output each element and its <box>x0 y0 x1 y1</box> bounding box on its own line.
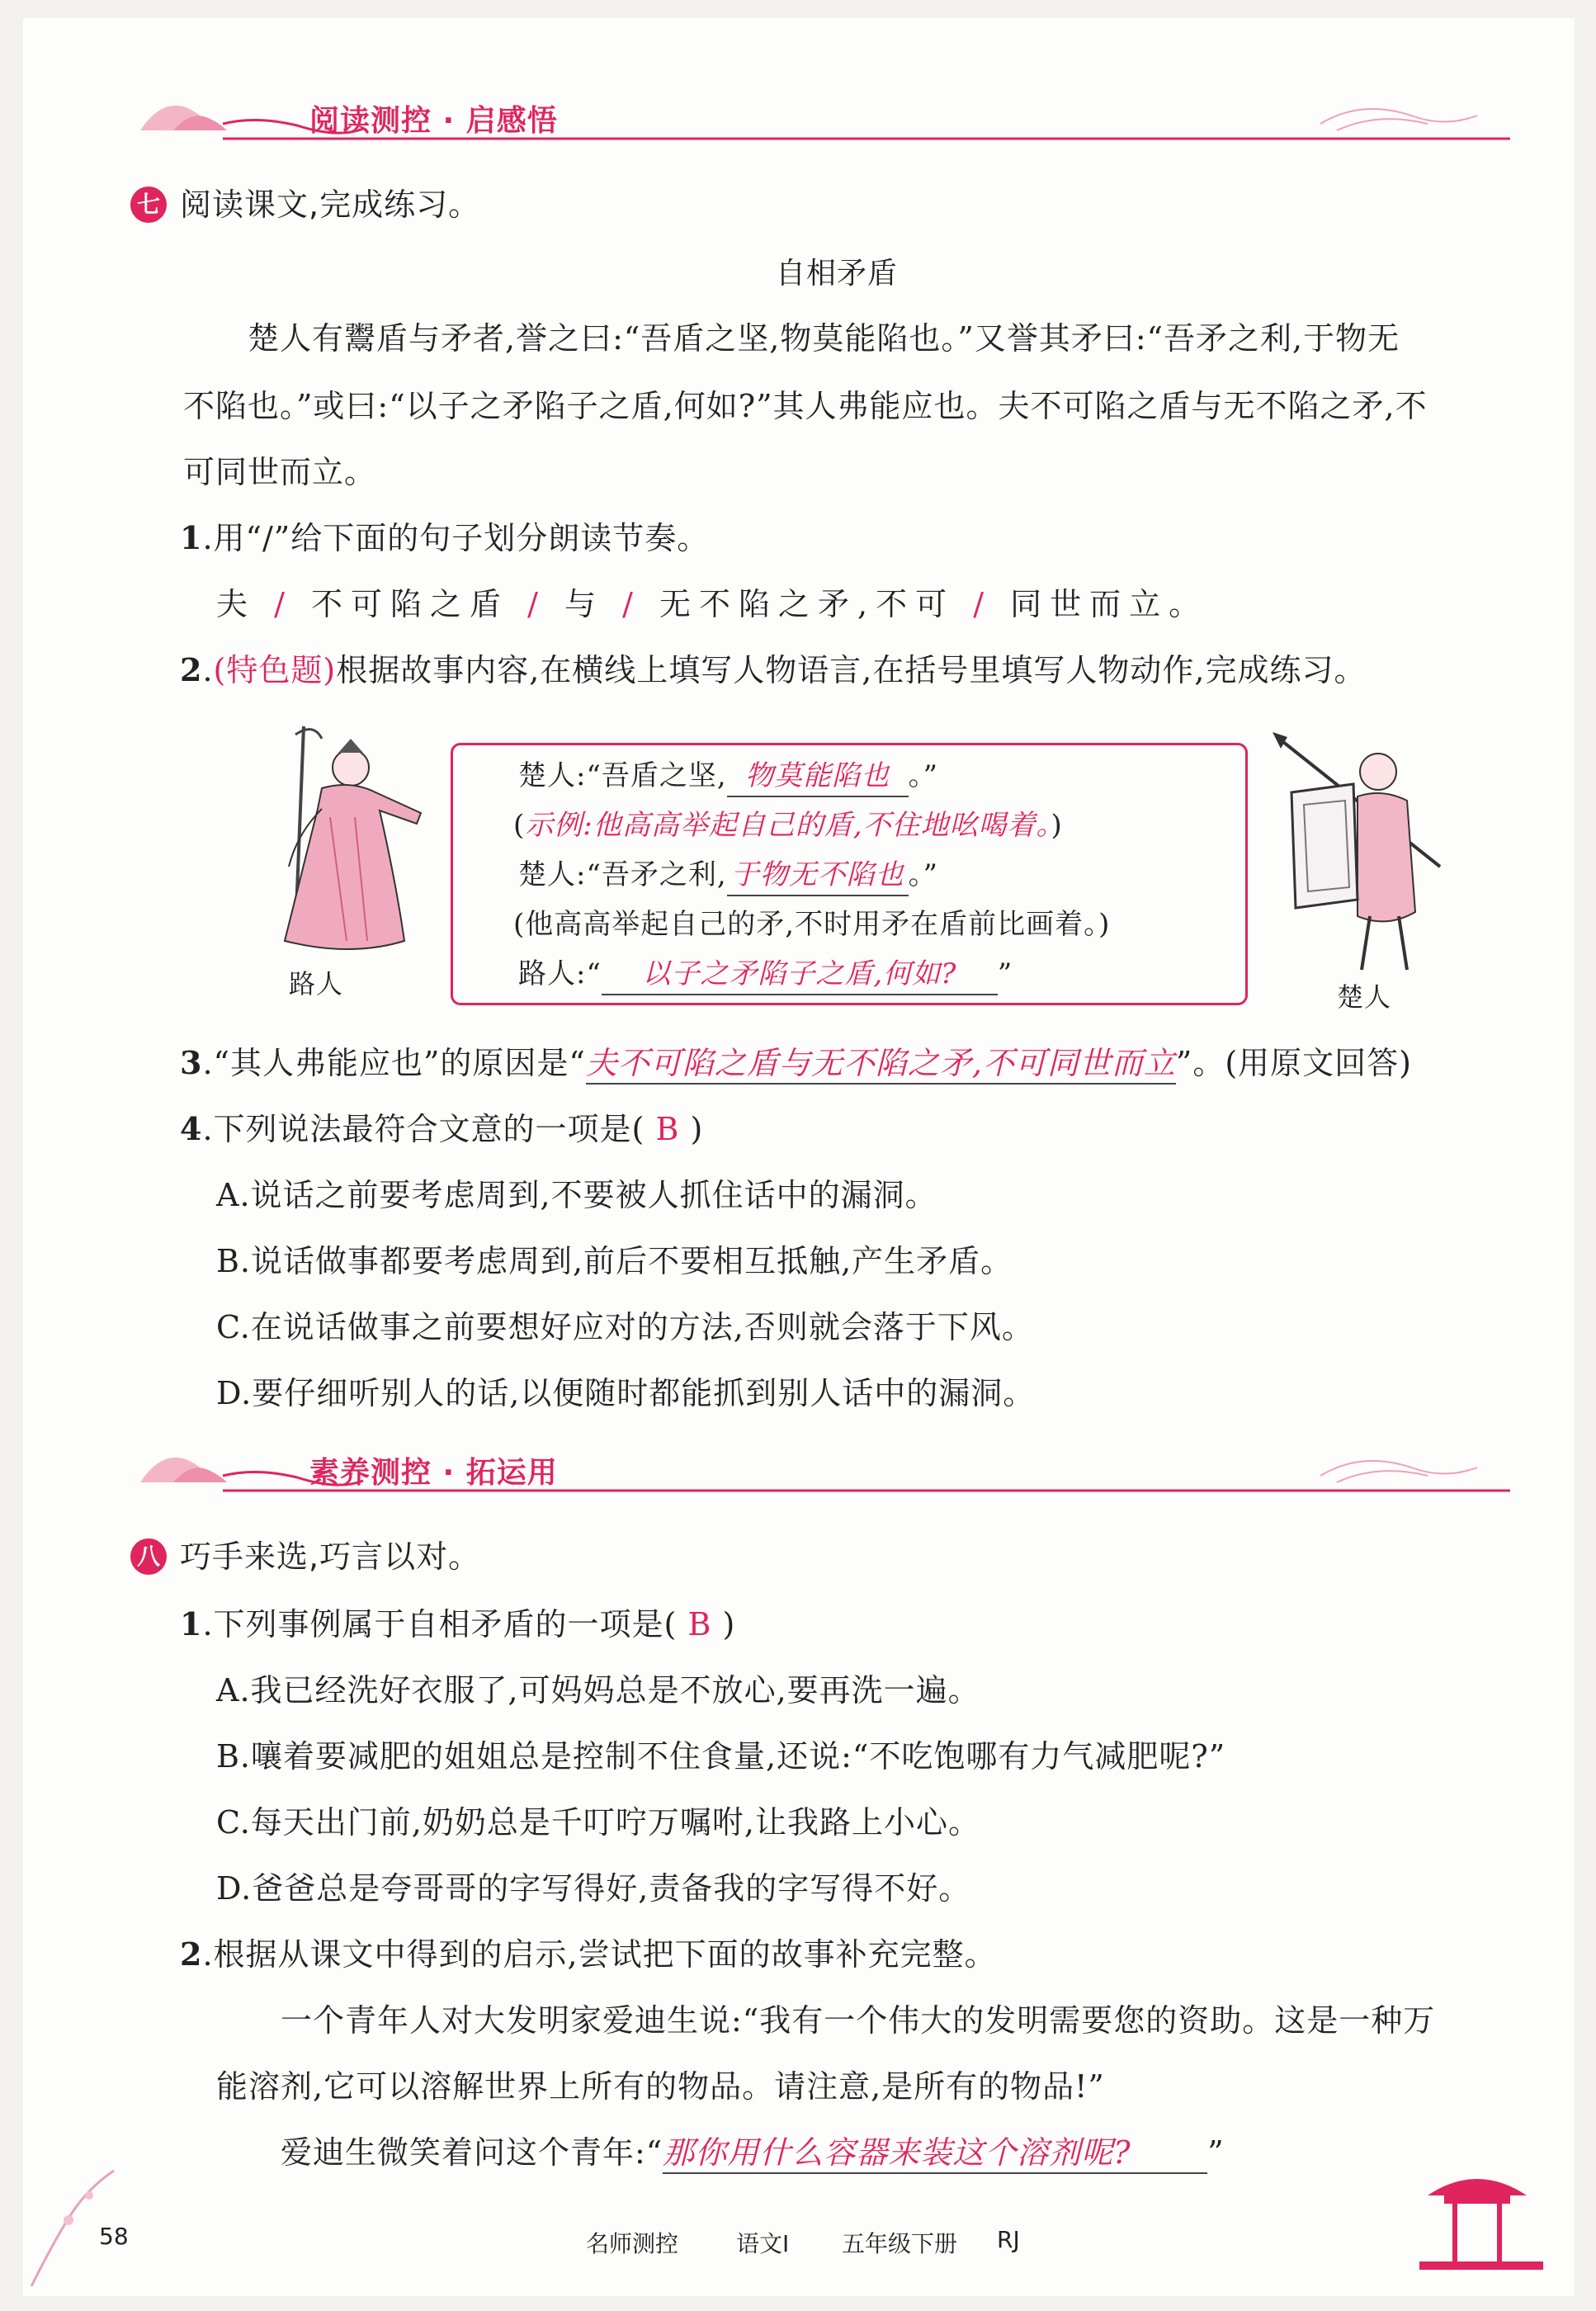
rhythm-slash: / <box>274 586 293 622</box>
question-number: 1 <box>180 519 203 556</box>
question-text: ) <box>690 1111 704 1147</box>
question-number: 1 <box>180 1605 203 1642</box>
footer-book: 名师测控 <box>586 2230 679 2257</box>
option-item: B.说话做事都要考虑周到,前后不要相互抵触,产生矛盾。 <box>216 1243 1013 1279</box>
dialogue-text: ” <box>997 957 1013 990</box>
answer-blank: 于物无不陷也 <box>727 855 909 896</box>
question-1 <box>180 1604 735 1644</box>
question-3 <box>180 1043 1412 1085</box>
question-text: .下列说法最符合文意的一项是( <box>202 1111 645 1147</box>
chu-man-illustration <box>1263 722 1452 995</box>
question-number: 4 <box>180 1110 203 1147</box>
question-text: .下列事例属于自相矛盾的一项是( <box>202 1606 678 1642</box>
question-text: .用“/”给下面的句子划分朗读节奏。 <box>202 520 710 556</box>
question-1 <box>180 518 709 558</box>
dialogue-text: “ <box>586 957 602 990</box>
action-answer: 示例:他高高举起自己的盾,不住地吆喝着。 <box>525 809 1051 842</box>
dialogue-line <box>518 954 1013 995</box>
rhythm-answer <box>216 584 1208 624</box>
rhythm-segment: 同世而立。 <box>1010 586 1209 622</box>
bracket: ( <box>513 809 526 842</box>
speaker-label: 楚人: <box>518 759 587 792</box>
choice-answer: B <box>687 1606 712 1642</box>
passage-line: 可同世而立。 <box>183 454 377 490</box>
passage-title: 自相矛盾 <box>776 257 899 291</box>
question-number: 2 <box>180 1935 203 1973</box>
option-item: B.嚷着要减肥的姐姐总是控制不住食量,还说:“不吃饱哪有力气减肥呢?” <box>216 1738 1226 1775</box>
dialogue-text: 。” <box>908 858 939 891</box>
dialogue-line: (他高高举起自己的矛,不时用矛在盾前比画着。) <box>513 908 1111 941</box>
option-item: C.每天出门前,奶奶总是千叮咛万嘱咐,让我路上小心。 <box>216 1804 980 1841</box>
section-banner-title: 素养测控 · 拓运用 <box>309 1456 558 1490</box>
rhythm-slash: / <box>973 586 993 622</box>
passage-line: 不陷也。”或曰:“以子之矛陷子之盾,何如?”其人弗能应也。夫不可陷之盾与无不陷之矛,不 <box>183 388 1428 424</box>
section-instruction: 阅读课文,完成练习。 <box>180 187 481 223</box>
question-text: 根据故事内容,在横线上填写人物语言,在括号里填写人物动作,完成练习。 <box>336 652 1367 688</box>
figure-caption-passerby: 路人 <box>289 968 344 1000</box>
option-item: A.说话之前要考虑周到,不要被人抓住话中的漏洞。 <box>216 1177 937 1213</box>
special-question-tag: (特色题) <box>213 652 337 688</box>
rhythm-segment: 夫 <box>216 586 257 622</box>
option-item: A.我已经洗好衣服了,可妈妈总是不放心,要再洗一遍。 <box>216 1672 980 1708</box>
footer-edition: RJ <box>997 2226 1020 2253</box>
dialogue-line <box>518 855 938 896</box>
section-banner-reading <box>124 91 1510 140</box>
rhythm-segment: 与 <box>564 586 605 622</box>
section-banner-practice <box>124 1443 1510 1492</box>
option-item: D.爸爸总是夸哥哥的字写得好,责备我的字写得不好。 <box>216 1870 971 1907</box>
rhythm-slash: / <box>622 586 641 622</box>
bracket: ) <box>1051 809 1063 842</box>
story-text: ” <box>1207 2134 1225 2171</box>
figure-caption-chu-man: 楚人 <box>1337 981 1392 1013</box>
section-number-badge: 七 <box>130 187 167 223</box>
dialogue-text: “吾矛之利, <box>586 858 727 891</box>
answer-blank: 夫不可陷之盾与无不陷之矛,不可同世而立 <box>586 1043 1176 1085</box>
question-text: ”。(用原文回答) <box>1175 1045 1412 1081</box>
question-2: 2.(特色题)根据故事内容,在横线上填写人物语言,在括号里填写人物动作,完成练习。 <box>180 651 1367 688</box>
story-line: 能溶剂,它可以溶解世界上所有的物品。请注意,是所有的物品!” <box>216 2068 1105 2105</box>
passerby-illustration <box>206 718 446 966</box>
choice-answer: B <box>655 1111 680 1147</box>
rhythm-segment: 无不陷之矛,不可 <box>659 586 956 622</box>
answer-blank: 物莫能陷也 <box>727 756 909 797</box>
rhythm-segment: 不可陷之盾 <box>311 586 510 622</box>
question-text: .“其人弗能应也”的原因是“ <box>202 1045 586 1081</box>
dialogue-line <box>513 806 1063 845</box>
story-line: 一个青年人对大发明家爱迪生说:“我有一个伟大的发明需要您的资助。这是一种万 <box>281 2002 1436 2039</box>
dialogue-text: 。” <box>908 759 939 792</box>
question-number: 2 <box>180 651 203 688</box>
story-line <box>281 2133 1225 2174</box>
question-4 <box>180 1109 703 1149</box>
question-number: 3 <box>180 1044 203 1081</box>
story-text: 爱迪生微笑着问这个青年:“ <box>281 2134 663 2171</box>
section-banner-title: 阅读测控 · 启感悟 <box>309 104 558 138</box>
page-number: 58 <box>99 2223 129 2250</box>
speaker-label: 楚人: <box>518 858 587 891</box>
passage-line: 楚人有鬻盾与矛者,誉之曰:“吾盾之坚,物莫能陷也。”又誉其矛曰:“吾矛之利,于物无 <box>248 320 1400 357</box>
answer-blank: 那你用什么容器来装这个溶剂呢? <box>663 2133 1207 2174</box>
option-item: D.要仔细听别人的话,以便随时都能抓到别人话中的漏洞。 <box>216 1375 1036 1411</box>
dialogue-line <box>518 756 938 797</box>
pavilion-decoration <box>1395 2162 1560 2286</box>
answer-blank: 以子之矛陷子之盾,何如? <box>602 954 998 995</box>
question-2 <box>180 1935 997 1974</box>
section-instruction: 巧手来选,巧言以对。 <box>180 1538 481 1575</box>
footer-grade: 五年级下册 <box>842 2230 958 2257</box>
option-item: C.在说话做事之前要想好应对的方法,否则就会落于下风。 <box>216 1309 1034 1345</box>
question-text: .根据从课文中得到的启示,尝试把下面的故事补充完整。 <box>202 1936 997 1973</box>
footer-subject: 语文Ⅰ <box>736 2230 790 2257</box>
rhythm-slash: / <box>527 586 546 622</box>
question-text: ) <box>722 1606 736 1642</box>
section-number-badge: 八 <box>130 1538 167 1575</box>
dialogue-text: “吾盾之坚, <box>586 759 727 792</box>
speaker-label: 路人: <box>518 957 587 990</box>
